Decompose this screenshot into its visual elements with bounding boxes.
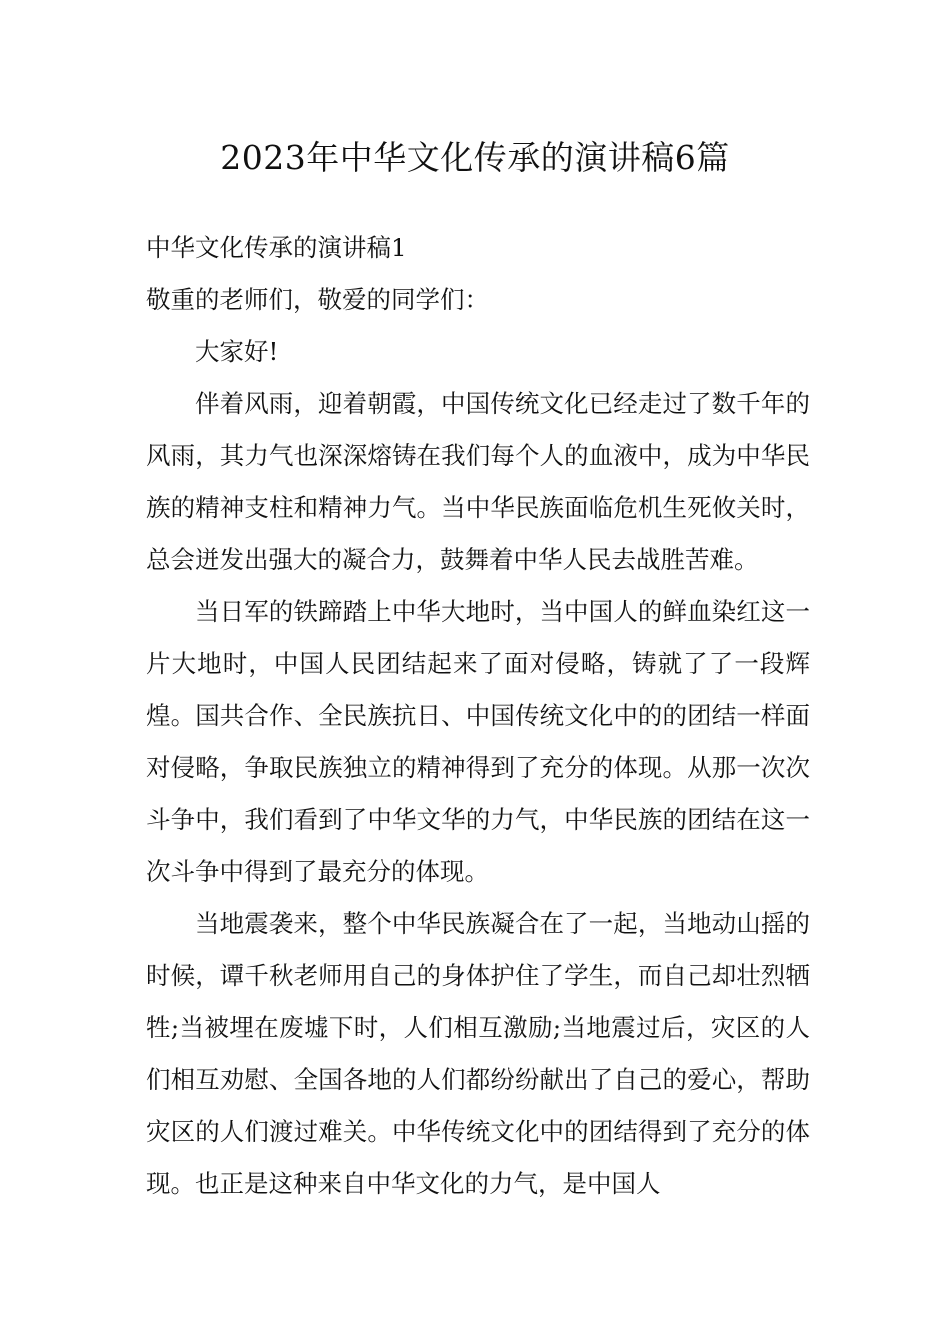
greeting: 大家好! [195,337,279,366]
salutation: 敬重的老师们，敬爱的同学们： [146,285,489,314]
paragraph-3: 当地震袭来，整个中华民族凝合在了一起，当地动山摇的时候，谭千秋老师用自己的身体护住了学生，而自己却壮烈牺牲;当被埋在废墟下时，人们相互激励;当地震过后，灾区的人们相互劝慰、全国各地的人们都纷纷献出了自己的爱心，帮助灾区的人们渡过难关。中华传统文化中的团结得到了充分的体现。也正是这种来自中华文化的力气，是中国人 [146,909,810,1198]
paragraph-2: 当日军的铁蹄踏上中华大地时，当中国人的鲜血染红这一片大地时，中国人民团结起来了面对侵略，铸就了了一段辉煌。国共合作、全民族抗日、中国传统文化中的的团结一样面对侵略，争取民族独立的精神得到了充分的体现。从那一次次斗争中，我们看到了中华文华的力气，中华民族的团结在这一次斗争中得到了最充分的体现。 [146,597,810,886]
paragraph-1: 伴着风雨，迎着朝霞，中国传统文化已经走过了数千年的风雨，其力气也深深熔铸在我们每个人的血液中，成为中华民族的精神支柱和精神力气。当中华民族面临危机生死攸关时，总会迸发出强大的凝合力，鼓舞着中华人民去战胜苦难。 [146,389,810,574]
document-body [146,222,810,1210]
section-heading: 中华文化传承的演讲稿1 [146,233,407,262]
document-title: 2023年中华文化传承的演讲稿6篇 [220,138,730,177]
